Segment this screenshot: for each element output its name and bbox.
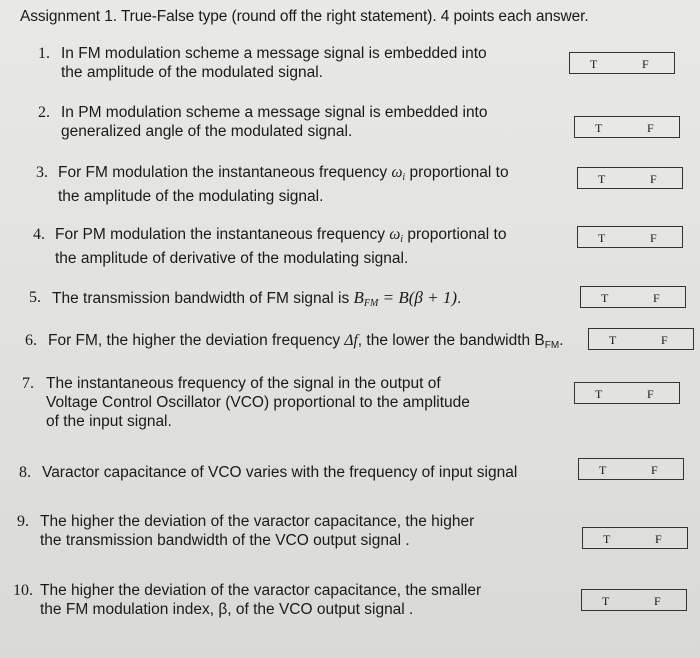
true-option[interactable]: T — [601, 291, 609, 305]
question-text: . — [559, 332, 564, 349]
question-text-line: the amplitude of the modulating signal. — [58, 188, 324, 205]
omega-subscript: i — [400, 234, 404, 245]
question-number: 4. — [33, 226, 45, 243]
question-text: proportional to — [403, 226, 507, 243]
question-text-line: the transmission bandwidth of the VCO output signal . — [40, 532, 410, 549]
tf-answer-box-9[interactable] — [582, 527, 688, 549]
formula-rhs: = B(β + 1) — [378, 288, 457, 307]
true-option[interactable]: T — [595, 387, 603, 401]
formula-bfm: B — [353, 288, 364, 307]
omega-symbol: ω — [391, 164, 403, 181]
false-option[interactable]: F — [651, 463, 658, 477]
assignment-title: Assignment 1. True-False type (round off the right statement). 4 points each answer. — [20, 8, 589, 25]
question-number: 9. — [17, 513, 29, 530]
question-text-line: The higher the deviation of the varactor capacitance, the smaller — [40, 582, 482, 599]
question-text-line: generalized angle of the modulated signal. — [61, 123, 353, 140]
question-text-line: the FM modulation index, β, of the VCO output signal . — [40, 601, 414, 618]
tf-answer-box-4[interactable] — [577, 226, 683, 248]
question-text-line: In PM modulation scheme a message signal is embedded into — [61, 104, 488, 121]
question-number: 2. — [38, 104, 50, 121]
tf-answer-box-6[interactable] — [588, 328, 694, 350]
true-option[interactable]: T — [602, 594, 610, 608]
delta-f-symbol: Δf — [344, 332, 358, 349]
true-option[interactable]: T — [603, 532, 611, 546]
false-option[interactable]: F — [654, 594, 661, 608]
false-option[interactable]: F — [647, 121, 654, 135]
question-text-line: of the input signal. — [46, 413, 172, 430]
false-option[interactable]: F — [647, 387, 654, 401]
question-number: 3. — [36, 164, 48, 181]
true-option[interactable]: T — [598, 231, 606, 245]
omega-symbol: ω — [389, 226, 401, 243]
question-text: The transmission bandwidth of FM signal is — [52, 290, 354, 307]
true-option[interactable]: T — [609, 333, 617, 347]
question-text-line: In FM modulation scheme a message signal is embedded into — [61, 45, 487, 62]
question-text: For FM modulation the instantaneous frequency — [58, 164, 392, 181]
question-number: 6. — [25, 332, 37, 349]
question-text-line: The instantaneous frequency of the signal in the output of — [46, 375, 441, 392]
question-text-line: Varactor capacitance of VCO varies with the frequency of input signal — [42, 464, 518, 481]
omega-subscript: i — [402, 172, 406, 183]
false-option[interactable]: F — [642, 57, 649, 71]
true-option[interactable]: T — [595, 121, 603, 135]
false-option[interactable]: F — [650, 231, 657, 245]
tf-answer-box-8[interactable] — [578, 458, 684, 480]
question-number: 8. — [19, 464, 31, 481]
question-number: 5. — [29, 289, 41, 306]
true-option[interactable]: T — [590, 57, 598, 71]
false-option[interactable]: F — [661, 333, 668, 347]
bandwidth-subscript: FM — [544, 340, 560, 351]
false-option[interactable]: F — [655, 532, 662, 546]
question-text: proportional to — [405, 164, 509, 181]
false-option[interactable]: F — [653, 291, 660, 305]
false-option[interactable]: F — [650, 172, 657, 186]
question-number: 7. — [22, 375, 34, 392]
question-text-line: Voltage Control Oscillator (VCO) proportional to the amplitude — [46, 394, 470, 411]
tf-answer-box-1[interactable] — [569, 52, 675, 74]
tf-answer-box-3[interactable] — [577, 167, 683, 189]
question-text-line: the amplitude of derivative of the modulating signal. — [55, 250, 409, 267]
question-text: For FM, the higher the deviation frequency — [48, 332, 345, 349]
question-text-line: the amplitude of the modulated signal. — [61, 64, 323, 81]
formula-subscript: FM — [363, 298, 379, 309]
true-option[interactable]: T — [598, 172, 606, 186]
question-text-line: The higher the deviation of the varactor capacitance, the higher — [40, 513, 475, 530]
true-option[interactable]: T — [599, 463, 607, 477]
question-text: , the lower the bandwidth B — [357, 332, 545, 349]
tf-answer-box-10[interactable] — [581, 589, 687, 611]
question-text: . — [457, 290, 462, 307]
tf-answer-box-7[interactable] — [574, 382, 680, 404]
question-number: 10. — [13, 582, 33, 599]
tf-answer-box-5[interactable] — [580, 286, 686, 308]
tf-answer-box-2[interactable] — [574, 116, 680, 138]
question-number: 1. — [38, 45, 50, 62]
question-text: For PM modulation the instantaneous frequency — [55, 226, 390, 243]
